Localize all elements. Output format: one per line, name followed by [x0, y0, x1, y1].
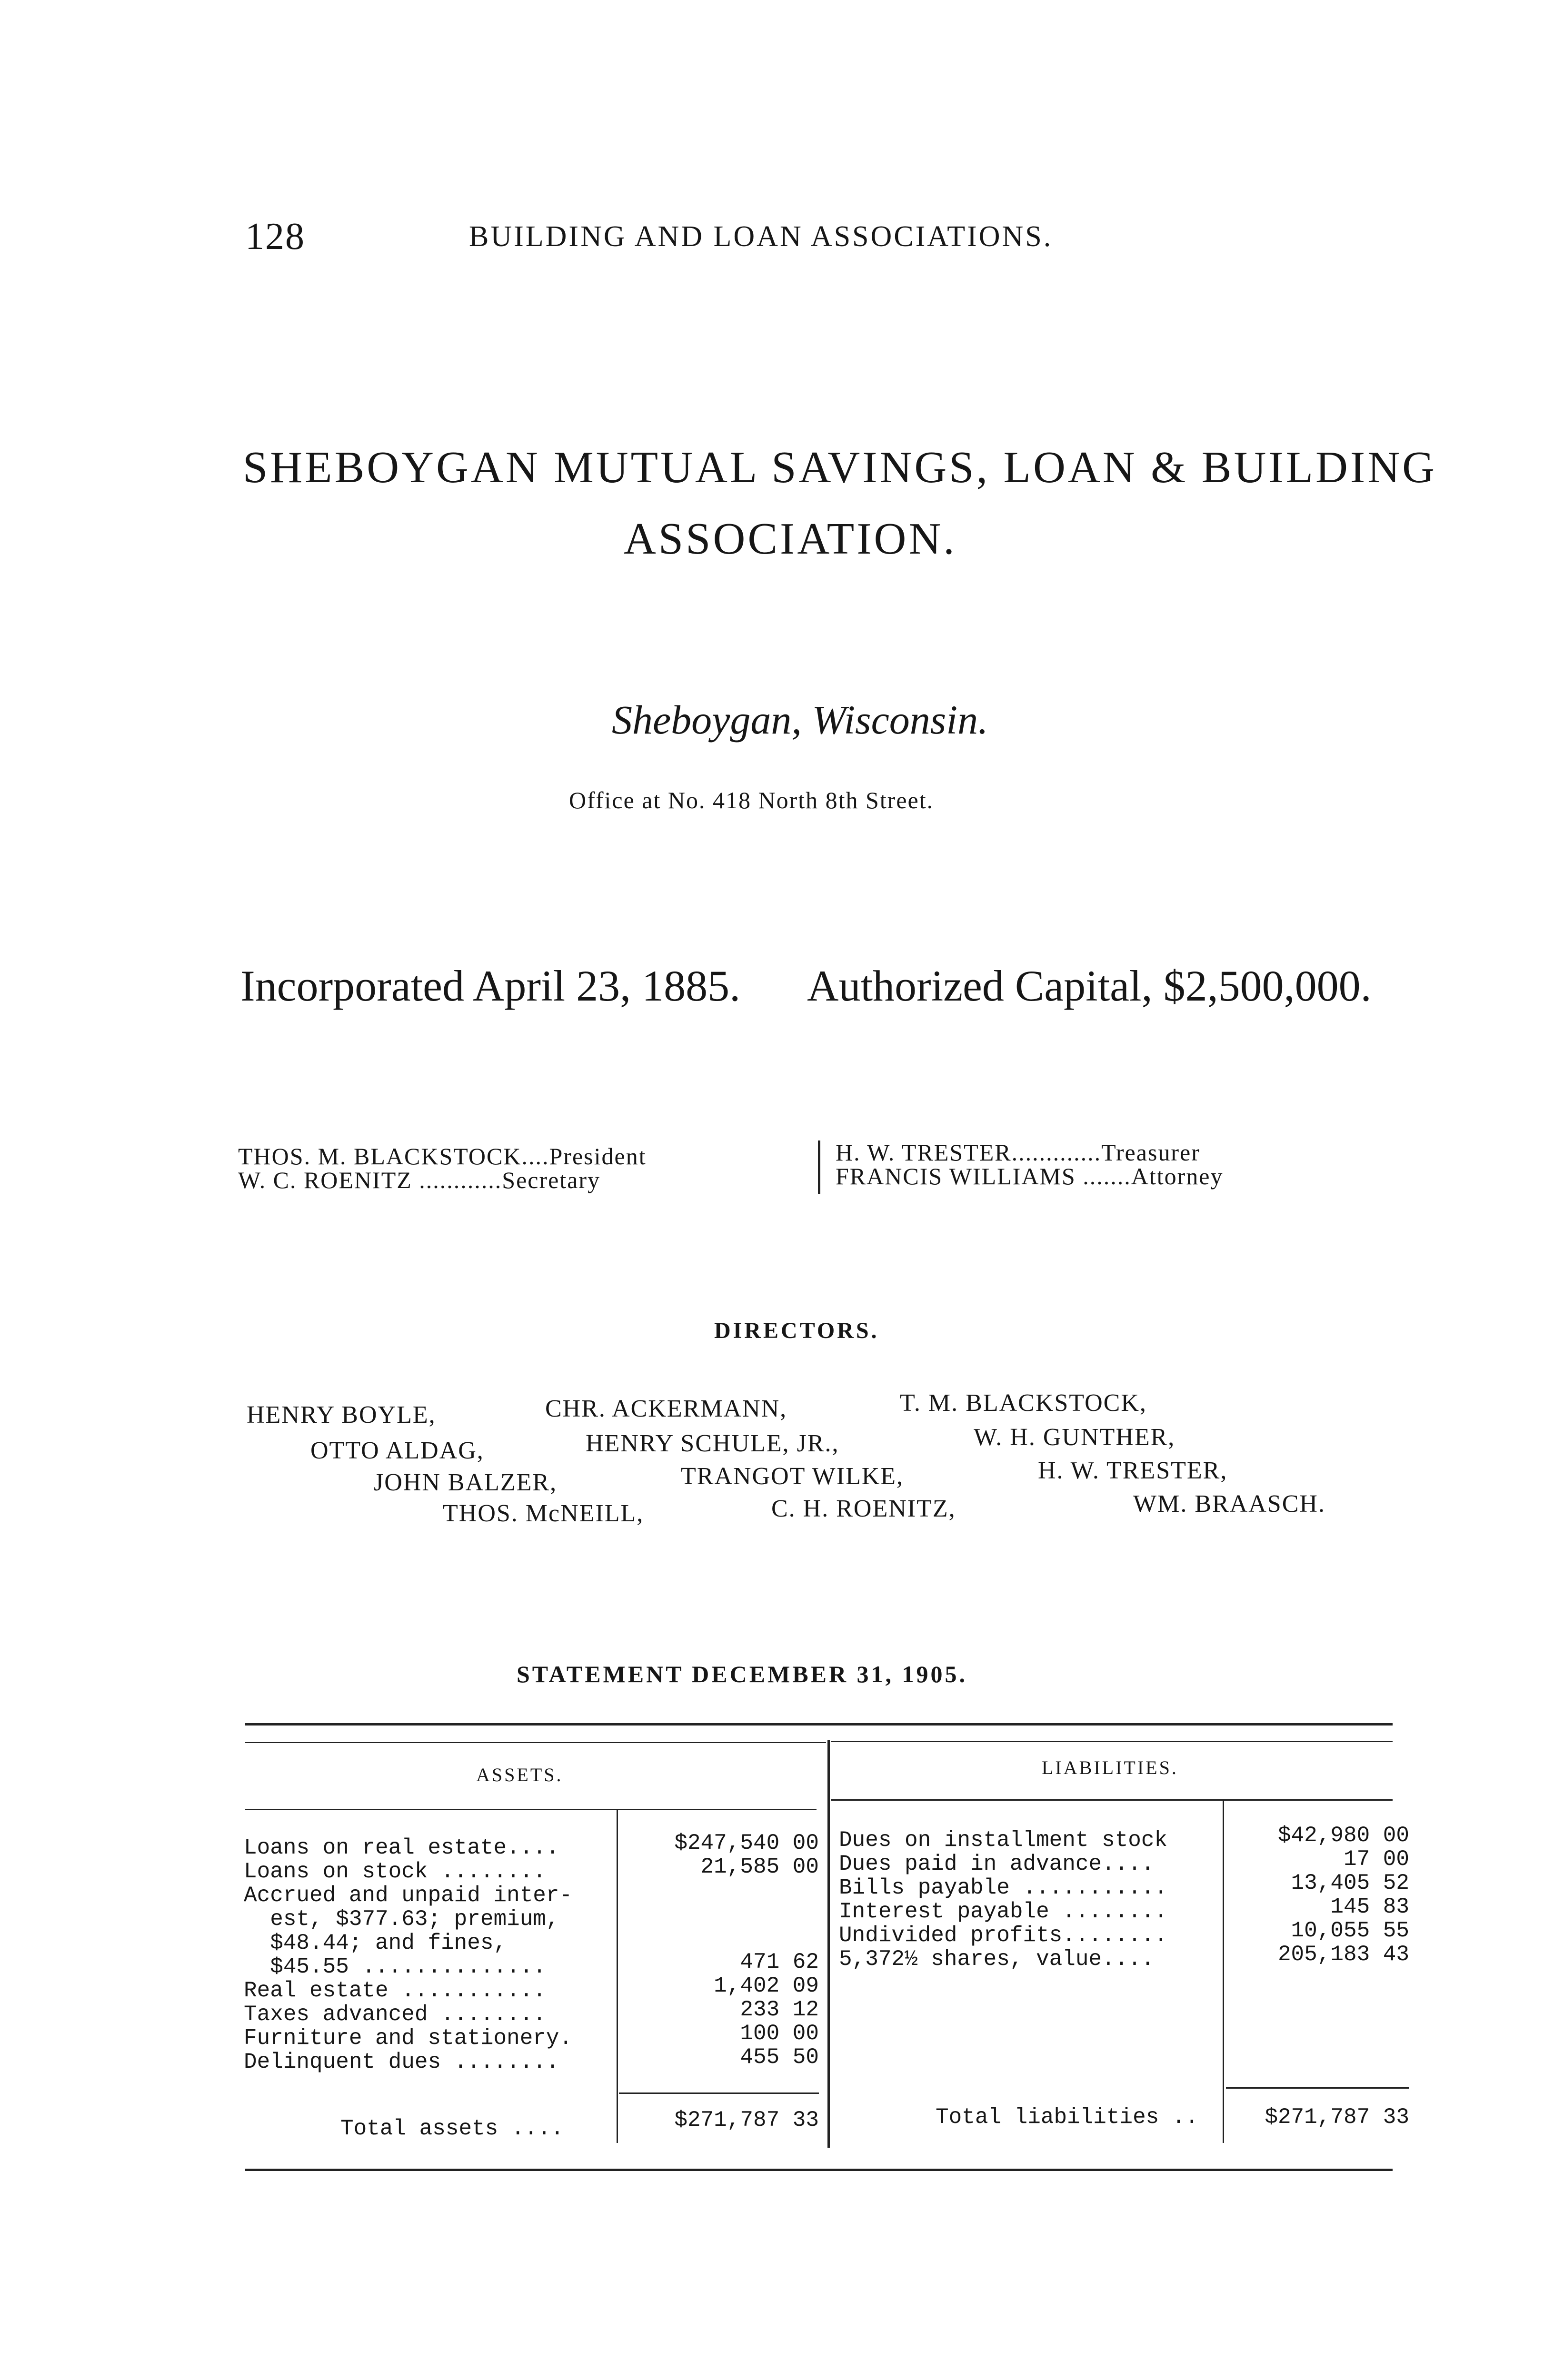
- assets-heading: ASSETS.: [476, 1764, 563, 1785]
- asset-label: $45.55 ..............: [244, 1954, 546, 1979]
- liability-amount: 13,405 52: [1291, 1871, 1409, 1895]
- asset-label: Accrued and unpaid inter-: [244, 1883, 573, 1908]
- asset-label: $48.44; and fines,: [244, 1931, 507, 1955]
- liabilities-head-rule: [831, 1799, 1393, 1801]
- asset-label: Taxes advanced ........: [244, 2002, 546, 2027]
- liability-amount: 10,055 55: [1291, 1918, 1409, 1943]
- table-center-divider: [827, 1740, 830, 2148]
- liabilities-heading: LIABILITIES.: [1042, 1757, 1178, 1778]
- table-top-rule: [245, 1723, 1393, 1726]
- liability-label: Dues paid in advance....: [839, 1852, 1155, 1876]
- table-top-rule-thin: [245, 1742, 826, 1743]
- asset-label: Furniture and stationery.: [244, 2026, 573, 2051]
- asset-label: est, $377.63; premium,: [244, 1907, 559, 1932]
- asset-label: Loans on real estate....: [244, 1835, 559, 1860]
- office-address: Office at No. 418 North 8th Street.: [569, 787, 934, 813]
- director-name: T. M. BLACKSTOCK,: [900, 1389, 1147, 1417]
- liabilities-amount-divider: [1223, 1800, 1224, 2143]
- assets-head-rule: [245, 1809, 817, 1810]
- asset-label: Real estate ...........: [244, 1978, 546, 2003]
- officers-divider: [818, 1140, 820, 1194]
- director-name: W. H. GUNTHER,: [974, 1424, 1175, 1451]
- liability-label: 5,372½ shares, value....: [839, 1947, 1155, 1972]
- director-name: WM. BRAASCH.: [1133, 1490, 1325, 1517]
- director-name: CHR. ACKERMANN,: [545, 1395, 787, 1422]
- page-number: 128: [245, 216, 305, 258]
- incorporation-date: Incorporated April 23, 1885.: [240, 962, 741, 1010]
- liabilities-total-amount: $271,787 33: [1265, 2105, 1409, 2130]
- statement-heading: STATEMENT DECEMBER 31, 1905.: [517, 1661, 968, 1687]
- director-name: HENRY BOYLE,: [247, 1401, 436, 1428]
- officer-treasurer: H. W. TRESTER.............Treasurer: [836, 1139, 1200, 1166]
- association-title-line2: ASSOCIATION.: [624, 514, 957, 564]
- liability-amount: 17 00: [1343, 1847, 1409, 1872]
- running-title: BUILDING AND LOAN ASSOCIATIONS.: [469, 220, 1053, 253]
- asset-amount: 100 00: [740, 2021, 819, 2046]
- officer-secretary: W. C. ROENITZ ............Secretary: [238, 1167, 601, 1193]
- authorized-capital: Authorized Capital, $2,500,000.: [807, 962, 1372, 1010]
- liability-label: Interest payable ........: [839, 1899, 1168, 1924]
- officer-president: THOS. M. BLACKSTOCK....President: [238, 1143, 647, 1170]
- liability-amount: 205,183 43: [1277, 1942, 1409, 1967]
- liability-amount: 145 83: [1330, 1894, 1409, 1919]
- table-top-rule-thin: [831, 1741, 1393, 1742]
- asset-amount: $247,540 00: [674, 1831, 819, 1855]
- liabilities-total-rule: [1226, 2087, 1409, 2089]
- liability-amount: $42,980 00: [1277, 1823, 1409, 1848]
- asset-amount: 21,585 00: [700, 1854, 819, 1879]
- association-title-line1: SHEBOYGAN MUTUAL SAVINGS, LOAN & BUILDING: [243, 443, 1437, 492]
- asset-amount: 455 50: [740, 2045, 819, 2070]
- table-bottom-rule: [245, 2169, 1393, 2171]
- liability-label: Dues on installment stock: [839, 1828, 1168, 1853]
- director-name: HENRY SCHULE, JR.,: [586, 1430, 839, 1457]
- location: Sheboygan, Wisconsin.: [612, 697, 988, 743]
- assets-total-rule: [619, 2092, 819, 2094]
- director-name: OTTO ALDAG,: [310, 1437, 484, 1464]
- asset-amount: 471 62: [740, 1950, 819, 1974]
- directors-heading: DIRECTORS.: [714, 1318, 879, 1343]
- assets-total-amount: $271,787 33: [674, 2108, 819, 2132]
- director-name: H. W. TRESTER,: [1038, 1457, 1228, 1484]
- liability-label: Undivided profits........: [839, 1923, 1168, 1948]
- assets-total-label: Total assets ....: [340, 2116, 564, 2141]
- director-name: THOS. McNEILL,: [443, 1500, 644, 1527]
- officer-attorney: FRANCIS WILLIAMS .......Attorney: [836, 1163, 1224, 1190]
- asset-amount: 233 12: [740, 1997, 819, 2022]
- asset-label: Delinquent dues ........: [244, 2050, 559, 2074]
- liability-label: Bills payable ...........: [839, 1875, 1168, 1900]
- director-name: JOHN BALZER,: [374, 1469, 558, 1496]
- director-name: TRANGOT WILKE,: [681, 1463, 904, 1490]
- director-name: C. H. ROENITZ,: [771, 1495, 956, 1522]
- asset-label: Loans on stock ........: [244, 1859, 546, 1884]
- asset-amount: 1,402 09: [714, 1973, 819, 1998]
- liabilities-total-label: Total liabilities ..: [936, 2105, 1199, 2130]
- assets-amount-divider: [617, 1810, 618, 2143]
